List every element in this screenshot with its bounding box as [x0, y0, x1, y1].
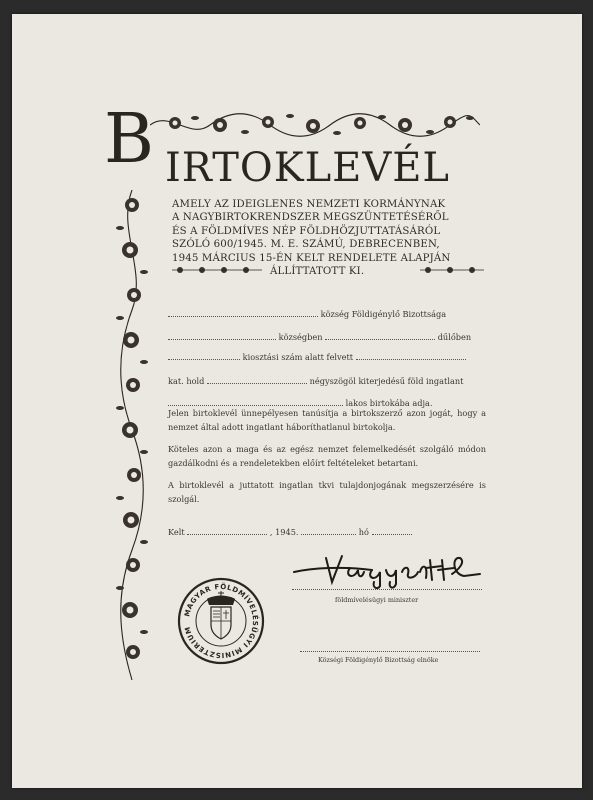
blank-field[interactable] — [356, 352, 466, 360]
seal-text: MAGYAR FÖLDMÍVELÉSÜGYI MINISZTERIUM — [183, 582, 260, 660]
form-line-date — [168, 527, 412, 537]
form-line-area — [168, 376, 463, 386]
form-line-village — [168, 332, 471, 342]
form-label: község Földigénylő Bizottsága — [320, 309, 447, 319]
blank-field[interactable] — [187, 527, 267, 535]
form-label: kiosztási szám alatt felvett — [242, 352, 354, 362]
decree-line: SZÓLÓ 600/1945. M. E. SZÁMÚ, DEBRECENBEN, — [172, 239, 440, 251]
decree-line: AMELY AZ IDEIGLENES NEMZETI KORMÁNYNAK — [172, 199, 446, 210]
minister-signature-line — [292, 589, 482, 590]
committee-caption: Községi Földigénylő Bizottság elnöke — [318, 656, 439, 664]
blank-field[interactable] — [168, 398, 343, 406]
committee-signature-line — [300, 651, 480, 652]
form-label: községben — [278, 332, 323, 342]
form-label: négyszögöl kiterjedésű föld ingatlant — [309, 376, 464, 386]
paragraph-rights: Jelen birtoklevél ünnepélyesen tanúsítja a birtokszerző azon jogát, hogy a nemzet által adott ingatlant háboríthatlanul birtokolja. — [168, 408, 486, 432]
form-label: dűlőben — [437, 332, 472, 342]
form-label: kat. hold — [168, 376, 205, 386]
blank-field[interactable] — [207, 376, 307, 384]
decree-line: A NAGYBIRTOKRENDSZER MEGSZÜNTETÉSÉRŐL — [172, 212, 449, 224]
decree-line: ÁLLÍTTATOTT KI. — [270, 266, 365, 278]
title-text: IRTOKLEVÉL — [165, 145, 450, 191]
blank-field[interactable] — [168, 309, 318, 317]
decree-text — [172, 198, 484, 278]
blank-field[interactable] — [301, 527, 356, 535]
minister-signature — [292, 548, 482, 590]
form-line-committee — [168, 309, 446, 319]
date-year: , 1945. — [269, 527, 299, 537]
floral-ornament-left — [112, 190, 152, 680]
form-line-allocation — [168, 352, 466, 362]
ministry-seal — [177, 577, 265, 665]
paragraph-obligations: Köteles azon a maga és az egész nemzet felemelkedését szolgáló módon gazdálkodni és a rendeletekben előírt feltételeket betartani. — [168, 444, 486, 468]
blank-field[interactable] — [372, 527, 412, 535]
blank-field[interactable] — [325, 332, 435, 340]
title-initial: B — [104, 100, 154, 179]
paragraph-ownership: A birtoklevél a juttatott ingatlan tkvi tulajdonjogának megszerzésére is szolgál. — [168, 480, 486, 504]
decree-line: 1945 MÁRCIUS 15-ÉN KELT RENDELETE ALAPJÁN — [172, 252, 451, 264]
floral-ornament-top — [150, 110, 480, 140]
date-month: hó — [358, 527, 369, 537]
blank-field[interactable] — [168, 352, 240, 360]
decree-line: ÉS A FÖLDMÍVES NÉP FÖLDHÖZJUTTATÁSÁRÓL — [172, 225, 441, 237]
minister-caption: földmívelésügyi miniszter — [335, 596, 419, 604]
form-label: lakos birtokába adja. — [345, 398, 433, 408]
date-prefix: Kelt — [168, 527, 185, 537]
blank-field[interactable] — [168, 332, 276, 340]
